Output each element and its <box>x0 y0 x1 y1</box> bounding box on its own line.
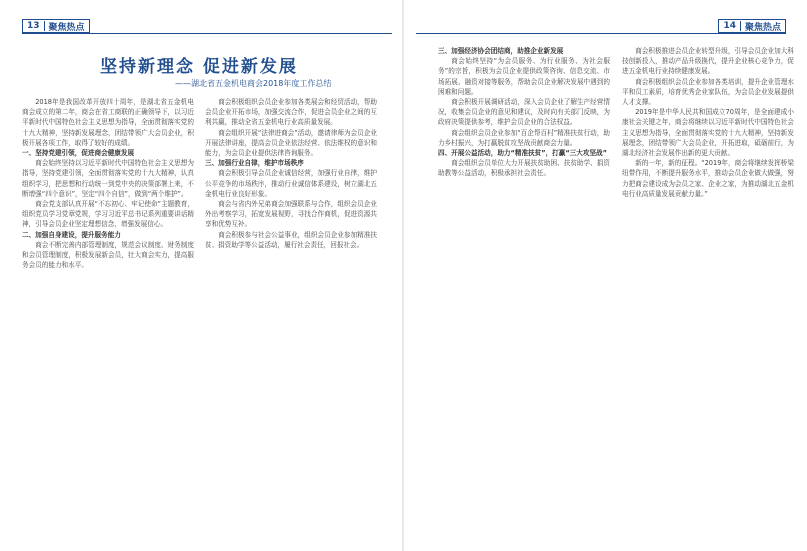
right-header-label: 聚焦热点 <box>744 22 781 33</box>
section-heading: 二、加强自身建设，提升服务能力 <box>22 230 121 239</box>
paragraph: 商会组织会员单位大力开展扶贫助困、扶贫助学、捐资助教等公益活动，积极承担社会责任。 <box>438 159 610 178</box>
paragraph: 商会组织会员企业参加“百企帮百村”精准扶贫行动，助力乡村振兴，为打赢脱贫攻坚战贡献商会力量。 <box>438 128 610 147</box>
paragraph: 商会组织开展“法律进商会”活动，邀请律师为会员企业开展法律讲座，提高会员企业依法经营、依法维权的意识和能力，为会员企业提供法律咨询服务。 <box>205 128 377 158</box>
paragraph: 商会积极开展调研活动，深入会员企业了解生产经营情况，收集会员企业的意见和建议，及时向有关部门反映，为政府决策提供参考，维护会员企业的合法权益。 <box>438 98 610 127</box>
section-heading: 一、坚持党建引领，促进商会健康发展 <box>22 149 135 158</box>
paragraph: 商会积极参与社会公益事业，组织会员企业参加精准扶贫、捐资助学等公益活动，履行社会责任，回报社会。 <box>205 230 377 249</box>
paragraph: 商会积极引导会员企业诚信经营，加强行业自律，维护公平竞争的市场秩序，推动行业诚信体系建设，树立湖北五金机电行业良好形象。 <box>205 169 377 198</box>
left-column-b <box>205 97 377 522</box>
right-page-number: 14 <box>723 21 741 31</box>
section-heading: 三、加强经济协会团结商，助推企业新发展 <box>438 47 564 55</box>
article-title: 坚持新理念 促进新发展 <box>100 57 298 77</box>
right-column-b <box>622 46 794 526</box>
left-header-box <box>22 19 90 33</box>
paragraph: 商会不断完善内部管理制度，规范会议制度、财务制度和会员管理制度，积极发展新会员，壮大商会实力，提高服务会员的能力和水平。 <box>22 240 194 270</box>
paragraph: 商会积极推进会员企业转型升级，引导会员企业加大科技创新投入，推动产品升级换代，提升企业核心竞争力，促进五金机电行业持续健康发展。 <box>622 47 794 76</box>
paragraph: 商会始终坚持以习近平新时代中国特色社会主义思想为指导，坚持党建引领，全面贯彻落实党的十九大精神，认真组织学习，把思想和行动统一到党中央的决策部署上来，不断增强“四个意识”，坚定“四个自信”，做到“两个维护”。 <box>22 159 194 198</box>
left-header-label: 聚焦热点 <box>48 22 85 33</box>
paragraph: 商会与省内外兄弟商会加强联系与合作，组织会员企业外出考察学习，拓宽发展视野，寻找合作商机，促进资源共享和优势互补。 <box>205 200 377 229</box>
paragraph: 新的一年，新的征程。“2019年，商会将继续发挥桥梁纽带作用，不断提升服务水平，推动会员企业做大做强，努力把商会建设成为会员之家、企业之家，为推动湖北五金机电行业高质量发展贡献力量。” <box>622 159 794 198</box>
paragraph: 2019年是中华人民共和国成立70周年，是全面建成小康社会关键之年，商会将继续以习近平新时代中国特色社会主义思想为指导，全面贯彻落实党的十九大精神，坚持新发展理念，团结带领广大会员企业，开拓进取，砥砺前行，为湖北经济社会发展作出新的更大贡献。 <box>622 108 794 158</box>
paragraph: 商会积极组织会员企业参加各类培训，提升企业管理水平和员工素质，培育优秀企业家队伍，为会员企业发展提供人才支撑。 <box>622 77 794 107</box>
left-header-rule <box>22 33 392 34</box>
article-subtitle: ——湖北省五金机电商会2018年度工作总结 <box>175 79 332 88</box>
paragraph: 商会始终坚持“为会员服务、为行业服务、为社会服务”的宗旨，积极为会员企业提供政策咨询、信息交流、市场拓展、融资对接等服务，帮助会员企业解决发展中遇到的困难和问题。 <box>438 57 610 96</box>
left-page-header <box>22 18 392 34</box>
right-header-rule <box>416 33 786 34</box>
paragraph: 商会积极组织会员企业参加各类展会和经贸活动，帮助会员企业开拓市场，加强交流合作，促进会员企业之间的互利共赢，推动全省五金机电行业高质量发展。 <box>205 98 377 127</box>
left-column-a <box>22 97 194 522</box>
right-header-box <box>718 19 786 33</box>
right-page <box>404 0 807 551</box>
left-page-number: 13 <box>27 21 45 31</box>
paragraph: 商会党支部认真开展“不忘初心、牢记使命”主题教育，组织党员学习党章党规，学习习近平总书记系列重要讲话精神，引导会员企业坚定理想信念，增强发展信心。 <box>22 200 194 229</box>
section-heading: 三、加强行业自律，维护市场秩序 <box>205 159 304 168</box>
paragraph: 2018年是我国改革开放四十周年，是湖北省五金机电商会成立的第二年，商会在省工商联的正确领导下，以习近平新时代中国特色社会主义思想为指导，全面贯彻落实党的十九大精神，坚持新发展理念，团结带领广大会员企业，积极开展各项工作，取得了较好的成绩。 <box>22 98 194 147</box>
section-heading: 四、开展公益活动，助力“精准扶贫”，打赢“三大攻坚战” <box>438 149 607 158</box>
right-page-header <box>416 18 786 34</box>
right-column-a <box>438 46 610 526</box>
